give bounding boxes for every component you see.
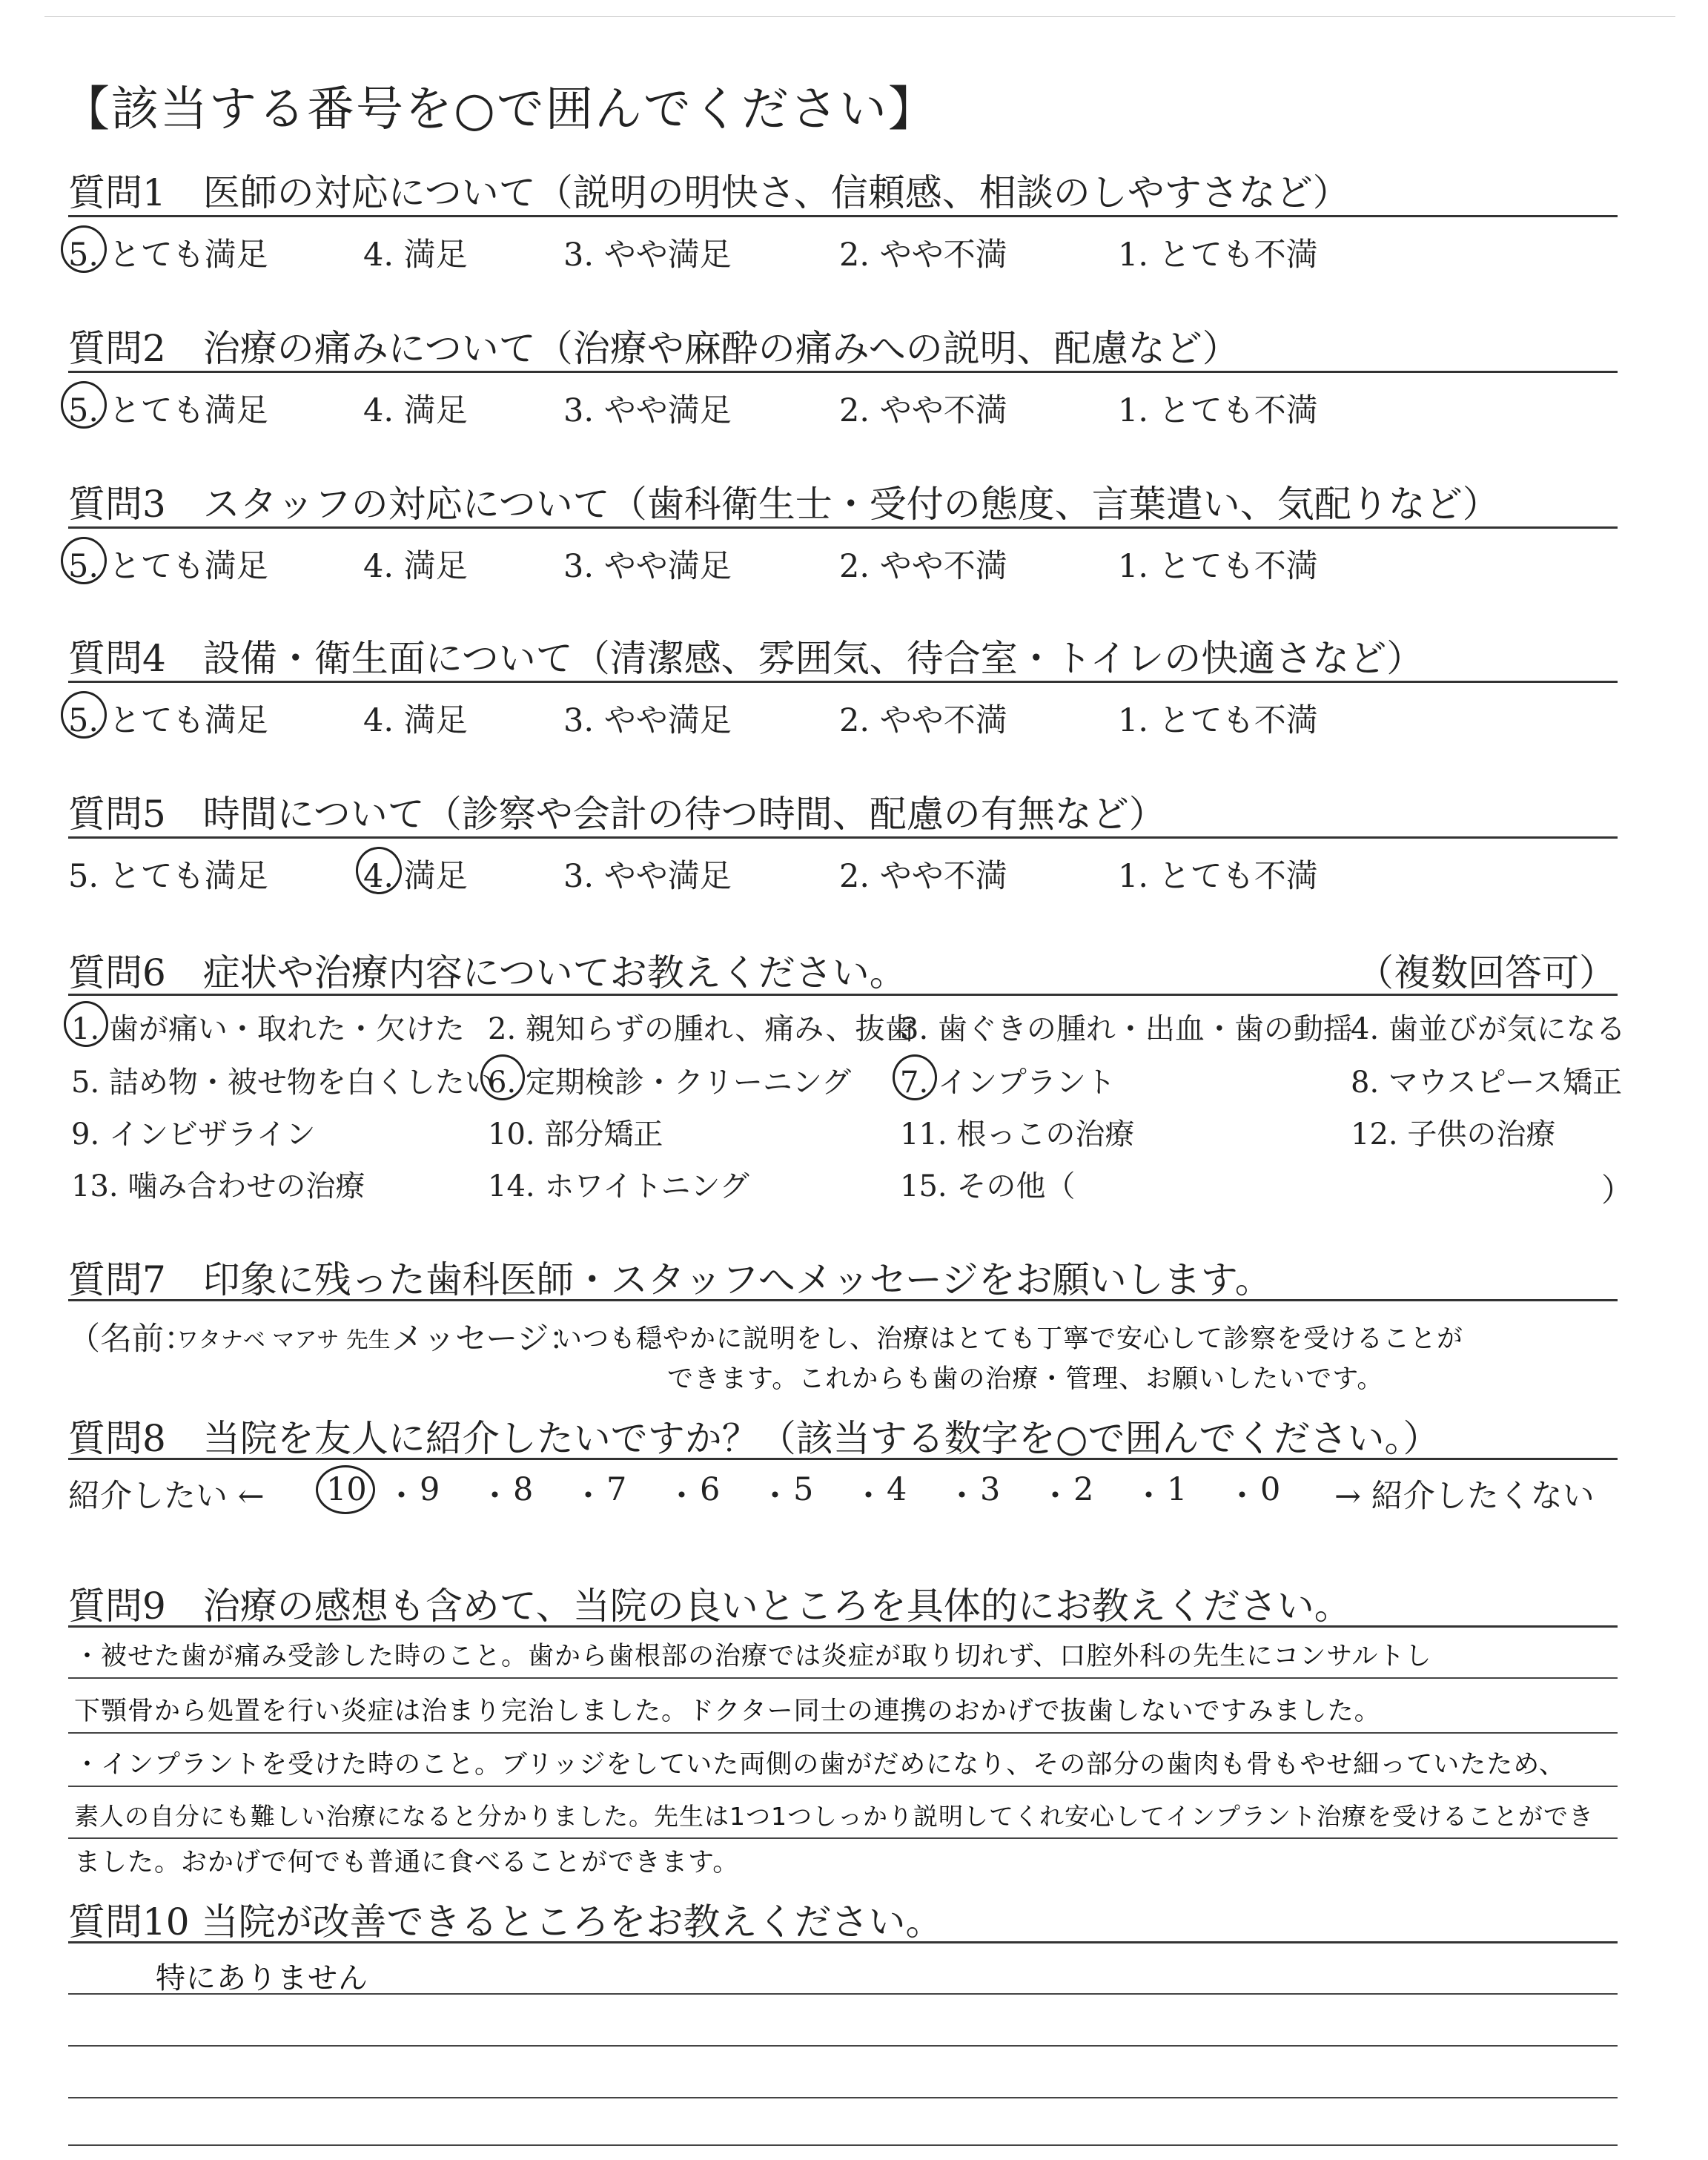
q3-option-5: 5. とても満足 xyxy=(68,548,268,585)
q8-rule xyxy=(68,1458,1618,1460)
q6-item-7: 7. インプラント xyxy=(900,1066,1116,1100)
q8-scale-4: 4 xyxy=(887,1471,907,1508)
q9-line-4: 素人の自分にも難しい治療になると分かりました。先生は1つ1つしっかり説明してくれ安心してインプラント治療を受けることができ xyxy=(74,1802,1594,1831)
q8-dot: ・ xyxy=(479,1478,511,1515)
q9-line-1: ・被せた歯が痛み受診した時のこと。歯から歯根部の治療では炎症が取り切れず、口腔外科の先生にコンサルトし xyxy=(74,1642,1432,1671)
q8-scale-0: 0 xyxy=(1260,1471,1281,1508)
q9-rule-2 xyxy=(68,1732,1618,1734)
q3-option-1: 1. とても不満 xyxy=(1118,548,1318,585)
q2-selected-circle xyxy=(61,381,107,429)
q6-item-1: 1. 歯が痛い・取れた・欠けた xyxy=(71,1012,465,1046)
q2-option-4: 4. 満足 xyxy=(363,392,468,429)
q6-selected-circle-7 xyxy=(893,1054,937,1100)
q6-item-11: 11. 根っこの治療 xyxy=(900,1117,1135,1152)
q7-name-label: （名前： xyxy=(68,1321,196,1358)
q6-selected-circle-6 xyxy=(480,1054,525,1100)
q8-title: 質問8 当院を友人に紹介したいですか？（該当する数字を○で囲んでください。） xyxy=(68,1417,1440,1460)
q9-rule-3 xyxy=(68,1786,1618,1787)
q9-rule-0 xyxy=(68,1625,1618,1628)
q7-rule xyxy=(68,1299,1618,1301)
q4-selected-circle xyxy=(61,691,107,739)
q8-scale-10: 10 xyxy=(326,1471,367,1508)
q10-rule-2 xyxy=(68,2045,1618,2047)
q3-option-2: 2. やや不満 xyxy=(839,548,1007,585)
q6-note: （複数回答可） xyxy=(1357,951,1616,994)
q9-rule-1 xyxy=(68,1677,1618,1679)
q6-item-10: 10. 部分矯正 xyxy=(488,1117,663,1152)
q10-answer: 特にありません xyxy=(156,1961,368,1995)
q8-scale-8: 8 xyxy=(513,1471,534,1508)
q6-close-paren: ） xyxy=(1601,1172,1633,1209)
q2-rule xyxy=(68,371,1618,373)
q6-item-13: 13. 噛み合わせの治療 xyxy=(71,1169,365,1203)
q6-item-9: 9. インビザライン xyxy=(71,1117,316,1152)
q8-dot: ・ xyxy=(572,1478,604,1515)
q3-title: 質問3 スタッフの対応について（歯科衛生士・受付の態度、言葉遣い、気配りなど） xyxy=(68,483,1500,526)
q1-option-4: 4. 満足 xyxy=(363,237,468,274)
q8-right-label: → 紹介したくない xyxy=(1334,1478,1595,1515)
q8-scale-2: 2 xyxy=(1073,1471,1094,1508)
q6-selected-circle-1 xyxy=(64,1001,108,1047)
q2-title: 質問2 治療の痛みについて（治療や麻酔の痛みへの説明、配慮など） xyxy=(68,327,1239,370)
q6-item-14: 14. ホワイトニング xyxy=(488,1169,749,1203)
q7-message-line1: いつも穏やかに説明をし、治療はとても丁寧で安心して診察を受けることが xyxy=(556,1324,1464,1354)
q8-dot: ・ xyxy=(1133,1478,1165,1515)
q1-selected-circle xyxy=(61,225,107,273)
q6-item-3: 3. 歯ぐきの腫れ・出血・歯の動揺 xyxy=(900,1012,1353,1046)
q1-option-2: 2. やや不満 xyxy=(839,237,1007,274)
q3-option-4: 4. 満足 xyxy=(363,548,468,585)
q8-scale-7: 7 xyxy=(606,1471,627,1508)
q7-name-value: ワタナベ マアサ 先生 xyxy=(176,1327,391,1353)
q10-rule-1 xyxy=(68,1993,1618,1995)
q6-item-12: 12. 子供の治療 xyxy=(1351,1117,1556,1152)
form-header: 【該当する番号を○で囲んでください】 xyxy=(62,82,937,137)
q8-scale-5: 5 xyxy=(793,1471,814,1508)
q4-option-2: 2. やや不満 xyxy=(839,702,1007,739)
q8-scale-9: 9 xyxy=(420,1471,440,1508)
q3-rule xyxy=(68,526,1618,529)
q5-option-1: 1. とても不満 xyxy=(1118,858,1318,895)
q6-item-6: 6. 定期検診・クリーニング xyxy=(488,1066,852,1100)
q4-option-5: 5. とても満足 xyxy=(68,702,268,739)
q5-option-3: 3. やや満足 xyxy=(563,858,732,895)
q2-option-1: 1. とても不満 xyxy=(1118,392,1318,429)
q5-title: 質問5 時間について（診察や会計の待つ時間、配慮の有無など） xyxy=(68,793,1166,836)
q6-title: 質問6 症状や治療内容についてお教えください。 xyxy=(68,951,907,994)
q6-item-5: 5. 詰め物・被せ物を白くしたい xyxy=(71,1066,494,1100)
q8-scale-6: 6 xyxy=(700,1471,721,1508)
q6-item-8: 8. マウスピース矯正 xyxy=(1351,1066,1623,1100)
q9-line-2: 下顎骨から処置を行い炎症は治まり完治しました。ドクター同士の連携のおかげで抜歯しないですみました。 xyxy=(74,1697,1381,1726)
q8-dot: ・ xyxy=(946,1478,978,1515)
q8-selected-circle xyxy=(316,1465,375,1514)
top-edge-line xyxy=(44,16,1675,17)
q8-dot: ・ xyxy=(759,1478,791,1515)
q8-dot: ・ xyxy=(666,1478,698,1515)
q9-title: 質問9 治療の感想も含めて、当院の良いところを具体的にお教えください。 xyxy=(68,1585,1351,1628)
q7-message-label: メッセージ： xyxy=(391,1321,581,1358)
q1-option-5: 5. とても満足 xyxy=(68,237,268,274)
q1-option-1: 1. とても不満 xyxy=(1118,237,1318,274)
q8-dot: ・ xyxy=(1226,1478,1258,1515)
q10-title: 質問10 当院が改善できるところをお教えください。 xyxy=(68,1900,943,1943)
q10-rule-3 xyxy=(68,2097,1618,2098)
q8-scale-1: 1 xyxy=(1167,1471,1188,1508)
q8-dot: ・ xyxy=(853,1478,884,1515)
q6-item-15: 15. その他（ xyxy=(900,1169,1076,1203)
q7-title: 質問7 印象に残った歯科医師・スタッフへメッセージをお願いします。 xyxy=(68,1258,1272,1301)
q5-option-5: 5. とても満足 xyxy=(68,858,268,895)
q6-item-2: 2. 親知らずの腫れ、痛み、抜歯 xyxy=(488,1012,915,1046)
q10-rule-0 xyxy=(68,1941,1618,1943)
q3-option-3: 3. やや満足 xyxy=(563,548,732,585)
q3-selected-circle xyxy=(61,537,107,584)
q9-rule-4 xyxy=(68,1837,1618,1839)
q6-rule xyxy=(68,994,1618,996)
q4-option-3: 3. やや満足 xyxy=(563,702,732,739)
q5-rule xyxy=(68,836,1618,839)
q5-option-4: 4. 満足 xyxy=(363,858,468,895)
q1-title: 質問1 医師の対応について（説明の明快さ、信頼感、相談のしやすさなど） xyxy=(68,171,1350,214)
q1-rule xyxy=(68,215,1618,217)
q5-option-2: 2. やや不満 xyxy=(839,858,1007,895)
q8-dot: ・ xyxy=(385,1478,417,1515)
q9-line-5: ました。おかげで何でも普通に食べることができます。 xyxy=(74,1848,740,1877)
q4-title: 質問4 設備・衛生面について（清潔感、雰囲気、待合室・トイレの快適さなど） xyxy=(68,637,1424,680)
q2-option-5: 5. とても満足 xyxy=(68,392,268,429)
q9-line-3: ・インプラントを受けた時のこと。ブリッジをしていた両側の歯がだめになり、その部分の歯肉も骨もやせ細っていたため、 xyxy=(74,1750,1566,1780)
q5-selected-circle xyxy=(356,847,402,894)
q1-option-3: 3. やや満足 xyxy=(563,237,732,274)
q8-left-label: 紹介したい ← xyxy=(68,1478,265,1515)
q4-option-1: 1. とても不満 xyxy=(1118,702,1318,739)
q2-option-2: 2. やや不満 xyxy=(839,392,1007,429)
q4-option-4: 4. 満足 xyxy=(363,702,468,739)
q6-item-4: 4. 歯並びが気になる xyxy=(1351,1012,1626,1046)
q2-option-3: 3. やや満足 xyxy=(563,392,732,429)
q10-rule-4 xyxy=(68,2144,1618,2146)
q4-rule xyxy=(68,681,1618,683)
q8-dot: ・ xyxy=(1039,1478,1071,1515)
q8-scale-3: 3 xyxy=(980,1471,1001,1508)
q7-message-line2: できます。これからも歯の治療・管理、お願いしたいです。 xyxy=(667,1364,1384,1394)
